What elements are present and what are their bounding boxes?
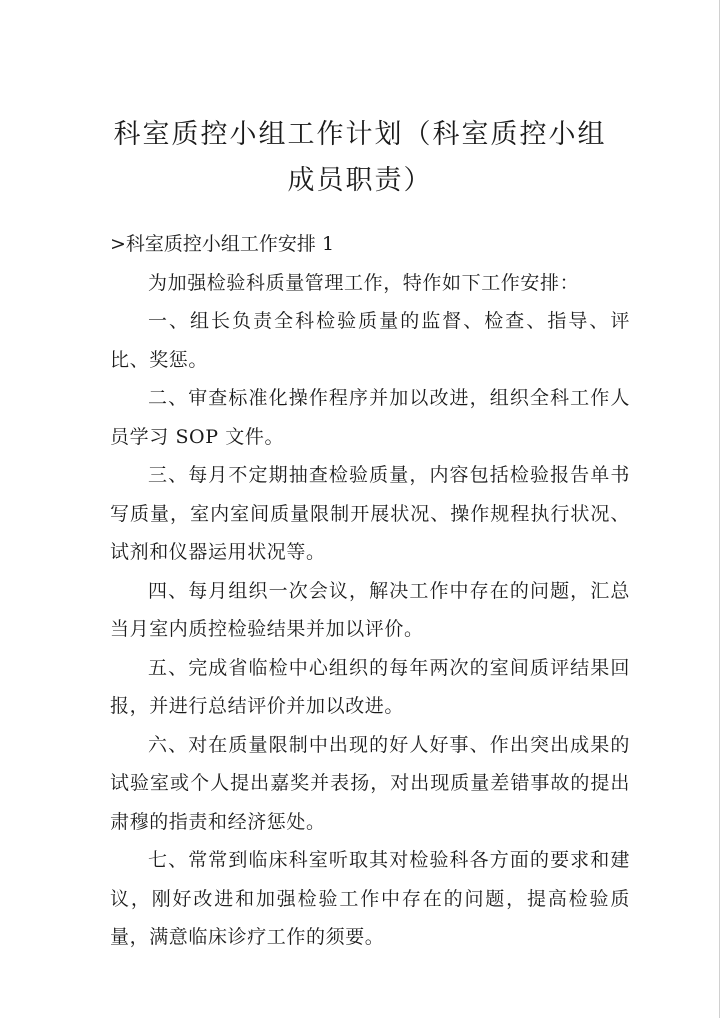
paragraph-intro: 为加强检验科质量管理工作，特作如下工作安排： [148,271,580,294]
paragraph-item-6: 六、对在质量限制中出现的好人好事、作出突出成果的试验室或个人提出嘉奖并表扬，对出现质量差错事故的提出肃穆的指责和经济惩处。 [110,733,630,833]
paragraph-item-2: 二、审查标准化操作程序并加以改进，组织全科工作人员学习 SOP 文件。 [110,387,630,448]
paragraph-item-4: 四、每月组织一次会议，解决工作中存在的问题，汇总当月室内质控检验结果并加以评价。 [110,579,630,640]
section-heading: >科室质控小组工作安排 1 [110,233,335,255]
paragraph-item-5: 五、完成省临检中心组织的每年两次的室间质评结果回报，并进行总结评价并加以改进。 [110,656,630,717]
paragraph-item-7: 七、常常到临床科室听取其对检验科各方面的要求和建议，刚好改进和加强检验工作中存在的问题，提高检验质量，满意临床诊疗工作的须要。 [110,849,630,948]
paragraph-item-3: 三、每月不定期抽查检验质量，内容包括检验报告单书写质量，室内室间质量限制开展状况、操作规程执行状况、试剂和仪器运用状况等。 [110,464,630,563]
document-title: 科室质控小组工作计划（科室质控小组成员职责） [113,119,607,196]
paragraph-item-1: 一、组长负责全科检验质量的监督、检查、指导、评比、奖惩。 [110,310,630,371]
document-body [110,225,630,957]
